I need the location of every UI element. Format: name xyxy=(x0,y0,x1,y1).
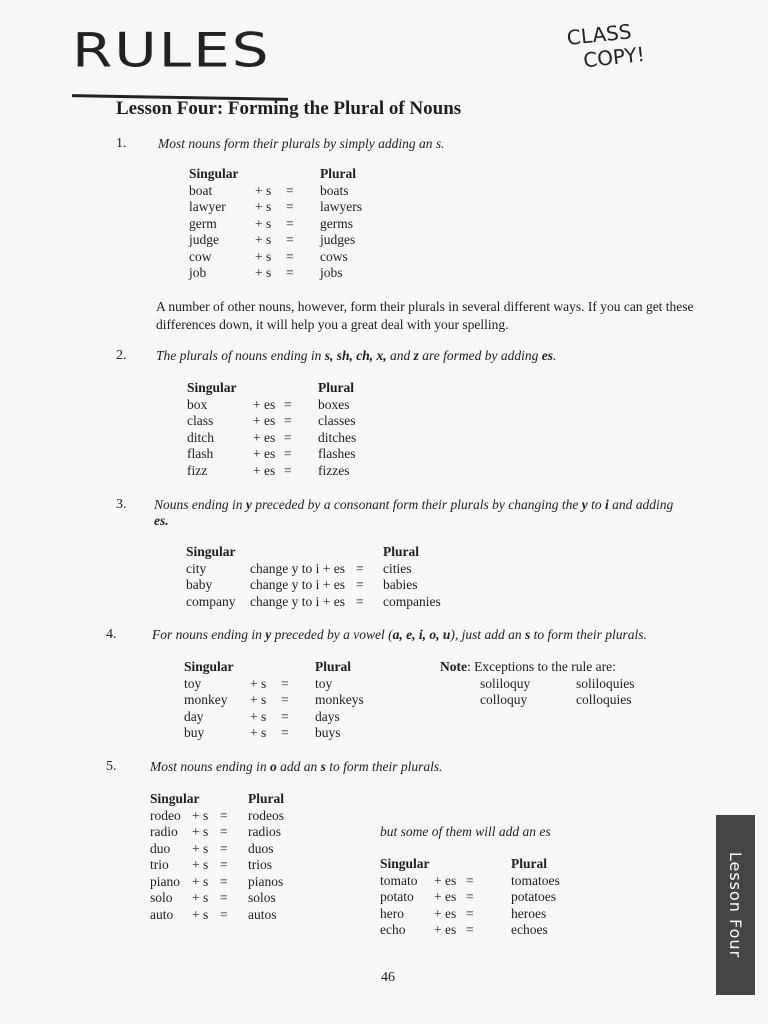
handwritten-note xyxy=(566,18,646,74)
lesson-side-tab xyxy=(716,815,755,995)
suffix-cell: + es xyxy=(253,396,276,412)
exception-plural: soliloquies xyxy=(576,675,635,691)
equals-cell: = xyxy=(281,725,289,740)
exception-singular: colloquy xyxy=(480,692,528,707)
rule-text-bold: i xyxy=(604,497,609,512)
equals-cell: = xyxy=(220,857,228,872)
plural-cell: boats xyxy=(320,182,349,198)
table-row xyxy=(189,265,409,282)
singular-cell: echo xyxy=(380,922,406,937)
singular-cell: hero xyxy=(380,905,404,921)
suffix-cell: + s xyxy=(192,906,209,922)
rule-text-part: Most nouns form their plurals by simply adding an s. xyxy=(158,136,445,151)
table-row xyxy=(150,874,310,891)
equals-cell: = xyxy=(281,708,289,724)
equals-cell: = xyxy=(281,675,289,691)
singular-cell: piano xyxy=(150,873,180,889)
singular-cell: monkey xyxy=(184,692,228,707)
table-header xyxy=(150,791,310,808)
suffix-cell: + es xyxy=(434,889,457,904)
table-row xyxy=(189,199,409,216)
table-row xyxy=(187,413,387,430)
suffix-cell: + es xyxy=(253,413,276,428)
rule-text-bold: y xyxy=(265,627,272,642)
rule-text-line2 xyxy=(154,513,169,529)
table-row xyxy=(380,922,580,939)
suffix-cell: + s xyxy=(250,708,267,724)
singular-cell: lawyer xyxy=(189,199,226,214)
singular-cell: fizz xyxy=(187,462,208,478)
rule-text-bold: y xyxy=(245,497,252,512)
table-row xyxy=(150,907,310,924)
table-row xyxy=(189,183,409,200)
singular-cell: box xyxy=(187,396,208,412)
equals-cell: = xyxy=(284,446,292,461)
singular-cell: potato xyxy=(380,889,414,904)
plural-cell: days xyxy=(315,708,340,724)
equals-cell: = xyxy=(284,462,292,478)
suffix-cell: + s xyxy=(250,692,267,707)
rule-text-part: preceded by a consonant form their plurals by changing the xyxy=(251,497,582,512)
table-row xyxy=(380,889,580,906)
rule-number: 1. xyxy=(116,136,127,151)
singular-cell: cow xyxy=(189,248,212,264)
rule-1-table xyxy=(189,166,409,282)
plural-cell: radios xyxy=(248,824,281,839)
rule-5-table xyxy=(150,791,310,923)
table-row xyxy=(150,857,310,874)
equals-cell: = xyxy=(220,906,228,922)
singular-cell: toy xyxy=(184,675,202,691)
rule-text-bold: y xyxy=(581,497,588,512)
equals-cell: = xyxy=(466,905,474,921)
singular-cell: boat xyxy=(189,182,213,198)
equals-cell: = xyxy=(286,215,294,231)
rule-text-bold: s xyxy=(524,627,531,642)
plural-cell: lawyers xyxy=(320,199,362,214)
singular-cell: auto xyxy=(150,906,174,922)
rule-text xyxy=(154,497,673,513)
plural-cell: heroes xyxy=(511,905,547,921)
rule-text-part: add an xyxy=(276,759,321,774)
suffix-cell: + es xyxy=(253,446,276,461)
rule-text-part: For nouns ending in xyxy=(152,627,266,642)
plural-cell: ditches xyxy=(318,429,357,445)
equals-cell: = xyxy=(356,560,364,576)
equals-cell: = xyxy=(284,396,292,412)
rule-text xyxy=(156,348,556,364)
header-plural: Plural xyxy=(248,791,284,806)
equals-cell: = xyxy=(220,840,228,856)
header-singular: Singular xyxy=(186,544,236,559)
equals-cell: = xyxy=(220,890,228,905)
header-singular: Singular xyxy=(187,380,237,395)
exception-singular: soliloquy xyxy=(480,675,531,691)
plural-cell: pianos xyxy=(248,873,284,889)
singular-cell: day xyxy=(184,708,204,724)
plural-cell: potatoes xyxy=(511,889,556,904)
equals-cell: = xyxy=(286,182,294,198)
singular-cell: buy xyxy=(184,725,205,740)
lesson-title: Lesson Four: Forming the Plural of Nouns xyxy=(116,98,462,119)
suffix-cell: change y to i + es xyxy=(250,577,345,592)
suffix-cell: + s xyxy=(255,215,272,231)
plural-cell: cities xyxy=(383,560,412,576)
handwritten-note-line: CLASS xyxy=(565,19,633,50)
singular-cell: germ xyxy=(189,215,217,231)
rule-5-es-table xyxy=(380,856,580,939)
rule-text xyxy=(158,136,445,152)
header-plural: Plural xyxy=(318,380,354,395)
equals-cell: = xyxy=(286,265,294,280)
singular-cell: solo xyxy=(150,890,173,905)
handwritten-note-line: COPY! xyxy=(582,42,646,73)
rule-text-part: to xyxy=(587,497,605,512)
singular-cell: radio xyxy=(150,824,178,839)
note-text: : Exceptions to the rule are: xyxy=(467,659,616,674)
table-row xyxy=(184,725,384,742)
table-row xyxy=(186,577,456,594)
table-row xyxy=(440,692,660,709)
rule-3-table xyxy=(186,544,456,610)
explanation-paragraph xyxy=(156,298,694,334)
header-plural: Plural xyxy=(320,166,356,181)
side-tab-label: Lesson Four xyxy=(726,851,745,959)
plural-cell: rodeos xyxy=(248,807,284,823)
plural-cell: solos xyxy=(248,890,276,905)
plural-cell: cows xyxy=(320,248,348,264)
rule-text-part: are formed by adding xyxy=(418,348,542,363)
equals-cell: = xyxy=(286,248,294,264)
rule-number: 3. xyxy=(116,497,127,512)
header-plural: Plural xyxy=(383,544,419,559)
header-singular: Singular xyxy=(184,659,234,674)
page-number: 46 xyxy=(381,970,395,985)
suffix-cell: + s xyxy=(255,265,272,280)
table-row xyxy=(184,692,384,709)
rule-text-bold: a, e, i, o, u xyxy=(392,627,451,642)
rule-text-part: and xyxy=(386,348,414,363)
aside-text: but some of them will add an es xyxy=(380,824,551,839)
singular-cell: company xyxy=(186,593,236,609)
table-row xyxy=(150,808,310,825)
singular-cell: class xyxy=(187,413,214,428)
table-header xyxy=(186,544,456,561)
paragraph-line: A number of other nouns, however, form their plurals in several different ways. If you can get these xyxy=(156,299,694,314)
header-singular: Singular xyxy=(189,166,239,181)
table-row xyxy=(380,906,580,923)
note-header xyxy=(440,659,660,676)
table-header xyxy=(187,380,387,397)
header-plural: Plural xyxy=(511,856,547,871)
plural-cell: jobs xyxy=(320,265,343,280)
suffix-cell: + s xyxy=(192,807,209,823)
suffix-cell: + es xyxy=(253,462,276,478)
suffix-cell: + s xyxy=(255,199,272,214)
suffix-cell: + es xyxy=(434,872,457,888)
paragraph-line: differences down, it will help you a great deal with your spelling. xyxy=(156,317,509,332)
equals-cell: = xyxy=(284,413,292,428)
plural-cell: trios xyxy=(248,857,273,872)
rule-number: 5. xyxy=(106,759,117,774)
rule-text-part: The plurals of nouns ending in xyxy=(156,348,325,363)
suffix-cell: + s xyxy=(255,182,272,198)
equals-cell: = xyxy=(466,922,474,937)
singular-cell: duo xyxy=(150,840,171,856)
suffix-cell: + s xyxy=(192,873,209,889)
rule-2-table xyxy=(187,380,387,479)
table-row xyxy=(187,446,387,463)
singular-cell: judge xyxy=(189,232,219,247)
equals-cell: = xyxy=(356,593,364,609)
table-row xyxy=(440,676,660,693)
header-plural: Plural xyxy=(315,659,351,674)
suffix-cell: + s xyxy=(192,824,209,839)
rule-number: 2. xyxy=(116,348,127,363)
exception-plural: colloquies xyxy=(576,692,632,707)
singular-cell: city xyxy=(186,560,207,576)
plural-cell: babies xyxy=(383,577,418,592)
suffix-cell: + s xyxy=(192,890,209,905)
table-row xyxy=(184,676,384,693)
plural-cell: classes xyxy=(318,413,356,428)
plural-cell: companies xyxy=(383,593,441,609)
equals-cell: = xyxy=(356,577,364,592)
rule-text-part: preceded by a vowel ( xyxy=(271,627,393,642)
table-row xyxy=(187,430,387,447)
suffix-cell: + s xyxy=(192,857,209,872)
header-singular: Singular xyxy=(150,791,200,806)
rule-text-part: Nouns ending in xyxy=(154,497,246,512)
plural-cell: flashes xyxy=(318,446,356,461)
singular-cell: trio xyxy=(150,857,169,872)
rule-text-bold: s xyxy=(320,759,326,774)
table-row xyxy=(189,249,409,266)
singular-cell: baby xyxy=(186,577,213,592)
rule-text-bold: s, sh, ch, x, xyxy=(324,348,387,363)
rule-text xyxy=(150,759,443,775)
plural-cell: autos xyxy=(248,906,277,922)
table-row xyxy=(150,824,310,841)
rule-text-bold: o xyxy=(270,759,277,774)
table-header xyxy=(184,659,384,676)
table-header xyxy=(189,166,409,183)
suffix-cell: + s xyxy=(255,248,272,264)
rule-text-part: and adding xyxy=(608,497,674,512)
suffix-cell: + s xyxy=(250,725,267,740)
plural-cell: echoes xyxy=(511,922,548,937)
equals-cell: = xyxy=(220,873,228,889)
rule-text xyxy=(152,627,647,643)
suffix-cell: + es xyxy=(253,429,276,445)
table-row xyxy=(186,594,456,611)
rule-text-part: ), just add an xyxy=(450,627,525,642)
note-label: Note xyxy=(440,659,467,674)
suffix-cell: + es xyxy=(434,905,457,921)
suffix-cell: change y to i + es xyxy=(250,560,345,576)
equals-cell: = xyxy=(220,824,228,839)
suffix-cell: change y to i + es xyxy=(250,593,345,609)
singular-cell: rodeo xyxy=(150,807,181,823)
table-row xyxy=(187,397,387,414)
rule-text-bold: z xyxy=(413,348,419,363)
rule-text-part: to form their plurals. xyxy=(325,759,443,774)
singular-cell: ditch xyxy=(187,429,214,445)
singular-cell: tomato xyxy=(380,872,418,888)
table-header xyxy=(380,856,580,873)
equals-cell: = xyxy=(286,199,294,214)
equals-cell: = xyxy=(220,807,228,823)
exceptions-note xyxy=(440,659,660,709)
plural-cell: duos xyxy=(248,840,274,856)
equals-cell: = xyxy=(284,429,292,445)
plural-cell: germs xyxy=(320,215,353,231)
singular-cell: job xyxy=(189,265,207,280)
rule-text-part: . xyxy=(553,348,557,363)
suffix-cell: + s xyxy=(250,675,267,691)
suffix-cell: + s xyxy=(192,840,209,856)
rule-4-table xyxy=(184,659,384,742)
rule-text-bold: es xyxy=(541,348,554,363)
suffix-cell: + s xyxy=(255,232,272,247)
table-row xyxy=(189,216,409,233)
plural-cell: judges xyxy=(320,232,356,247)
plural-cell: monkeys xyxy=(315,692,364,707)
plural-cell: tomatoes xyxy=(511,872,560,888)
equals-cell: = xyxy=(466,872,474,888)
singular-cell: flash xyxy=(187,446,214,461)
rule-number: 4. xyxy=(106,627,117,642)
table-row xyxy=(150,841,310,858)
plural-cell: boxes xyxy=(318,396,350,412)
equals-cell: = xyxy=(466,889,474,904)
plural-cell: buys xyxy=(315,725,341,740)
table-row xyxy=(184,709,384,726)
equals-cell: = xyxy=(286,232,294,247)
rule-text-bold: es. xyxy=(154,513,169,528)
plural-cell: toy xyxy=(315,675,333,691)
table-row xyxy=(150,890,310,907)
table-row xyxy=(189,232,409,249)
suffix-cell: + es xyxy=(434,922,457,937)
table-row xyxy=(187,463,387,480)
handwritten-title: RULES xyxy=(72,22,271,78)
table-row xyxy=(186,561,456,578)
header-singular: Singular xyxy=(380,856,430,871)
table-row xyxy=(380,873,580,890)
rule-text-part: to form their plurals. xyxy=(530,627,647,642)
equals-cell: = xyxy=(281,692,289,707)
rule-text-part: Most nouns ending in xyxy=(150,759,270,774)
plural-cell: fizzes xyxy=(318,462,350,478)
